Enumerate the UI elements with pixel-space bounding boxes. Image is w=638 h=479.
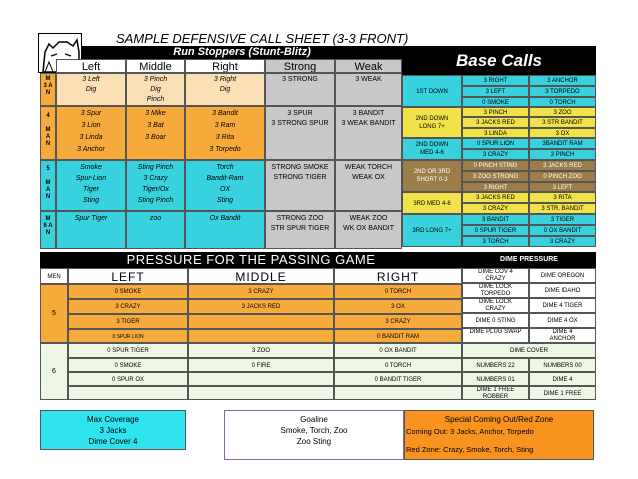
run-group-label: 5 M A N [40, 160, 56, 211]
red-zone-text: Red Zone: Crazy, Smoke, Torch, Sting [406, 445, 534, 454]
base-call: 3 STR BANDIT [529, 117, 596, 128]
sheet-title: SAMPLE DEFENSIVE CALL SHEET (3-3 FRONT) [116, 31, 409, 46]
base-call: 0 OX BANDIT [529, 225, 596, 236]
run-cell-left: 3 Spur 3 Lion 3 Linda 3 Anchor [56, 106, 126, 160]
base-call: 3 CRAZY [462, 149, 529, 160]
run-cell-middle: 3 Pinch Dig Pinch [126, 73, 185, 106]
pressure-cell: 0 SPUR LION [68, 329, 188, 343]
dime-cell: DIME OREGON [529, 268, 596, 283]
run-cell-weak: 3 WEAK [335, 73, 402, 106]
run-cell-right: Torch Bandit-Ram OX Sting [185, 160, 265, 211]
run-header-middle: Middle [126, 59, 185, 73]
goaline-box: Goaline Smoke, Torch, Zoo Zoo Sting [224, 410, 404, 460]
run-group-label: M 6 A N [40, 211, 56, 249]
run-cell-strong: 3 SPUR 3 STRONG SPUR [265, 106, 335, 160]
pressure-cell: 0 BANDIT RAM [334, 329, 462, 343]
dime-cell: DIME PLUG SWAP [462, 328, 529, 343]
dime-title: DIME PRESSURE [462, 252, 596, 268]
dime-cell: DIME 1 FREE [529, 386, 596, 400]
run-stoppers-title: Run Stoppers (Stunt-Blitz) [82, 46, 402, 59]
base-situation: 3RD MED 4-6 [402, 192, 462, 214]
run-cell-left: Smoke Spur-Lion Tiger Sting [56, 160, 126, 211]
base-call: 3 JACKS RED [529, 160, 596, 171]
base-situation: 1ST DOWN [402, 75, 462, 107]
dime-cell: NUMBERS 01 [462, 372, 529, 386]
base-call: 3 TIGER [529, 214, 596, 225]
pressure-cell: 3 TIGER [68, 314, 188, 329]
base-call: 0 SMOKE [462, 97, 529, 107]
coming-out-text: Coming Out: 3 Jacks, Anchor, Torpedo [406, 427, 534, 436]
run-group-label: 4 M A N [40, 106, 56, 160]
run-cell-right: Ox Bandit [185, 211, 265, 249]
pressure-cell: 3 OX [334, 299, 462, 314]
dime-cell: DIME LOCK CRAZY [462, 298, 529, 313]
pressure-cell: 3 CRAZY [334, 314, 462, 329]
base-call: 3BANDIT RAM [529, 138, 596, 149]
base-situation: 3RD LONG 7+ [402, 214, 462, 247]
base-call: 3 LINDA [462, 128, 529, 138]
dime-cell: DIME COV 4 CRAZY [462, 268, 529, 283]
run-cell-strong: STRONG SMOKE STRONG TIGER [265, 160, 335, 211]
run-cell-middle: Sting Pinch 3 Crazy Tiger/Ox Sting Pinch [126, 160, 185, 211]
pressure-cell: 0 BANDIT TIGER [334, 372, 462, 386]
pressure-title: PRESSURE FOR THE PASSING GAME [40, 252, 462, 268]
base-call: 3 OX [529, 128, 596, 138]
dime-cell: DIME 0 STING [462, 313, 529, 328]
base-call: 3 PINCH [529, 149, 596, 160]
base-call: 3 LEFT [462, 86, 529, 97]
dime-cell: DIME IDAHO [529, 283, 596, 298]
pressure-header-right: RIGHT [334, 268, 462, 284]
dime-cell: DIME 1 FREE ROBBER [462, 386, 529, 400]
pressure-cell [188, 386, 334, 400]
pressure-cell [334, 386, 462, 400]
pressure-cell [188, 314, 334, 329]
dime-cell: DIME 4 TIGER [529, 298, 596, 313]
base-call: 3 PINCH [462, 107, 529, 117]
run-cell-strong: 3 STRONG [265, 73, 335, 106]
base-call: 3 RIGHT [462, 182, 529, 192]
base-call: 3 CRAZY [529, 236, 596, 247]
base-call: 3 BANDIT [462, 214, 529, 225]
pressure-cell: 3 CRAZY [68, 299, 188, 314]
run-cell-strong: STRONG ZOO STR SPUR TIGER [265, 211, 335, 249]
run-cell-left: 3 Left Dig [56, 73, 126, 106]
dime-cell: DIME 4 ANCHOR [529, 328, 596, 343]
pressure-cell: 0 FIRE [188, 358, 334, 372]
special-box: Special Coming Out/Red Zone Coming Out: 3 Jacks, Anchor, Torpedo Red Zone: Crazy, Smoke, Torch, Sting [404, 410, 594, 460]
pressure-cell: 0 SMOKE [68, 358, 188, 372]
base-call: 0 PINCH ZOO [529, 171, 596, 182]
base-call: 3 ANCHOR [529, 75, 596, 86]
base-situation: 2ND DOWN LONG 7+ [402, 107, 462, 138]
run-cell-weak: 3 BANDIT 3 WEAK BANDIT [335, 106, 402, 160]
pressure-cell: 0 OX BANDIT [334, 343, 462, 358]
base-call: 0 SPUR TIGER [462, 225, 529, 236]
base-call: 3 JACKS RED [462, 192, 529, 203]
run-header-strong: Strong [265, 59, 335, 73]
pressure-cell: 0 SMOKE [68, 284, 188, 299]
base-call: 3 RITA [529, 192, 596, 203]
run-cell-weak: WEAK TORCH WEAK OX [335, 160, 402, 211]
run-cell-left: Spur Tiger [56, 211, 126, 249]
run-header-left: Left [56, 59, 126, 73]
base-call: 3 JACKS RED [462, 117, 529, 128]
base-call: 3 TORPEDO [529, 86, 596, 97]
pressure-header-left: LEFT [68, 268, 188, 284]
base-call: 0 PINCH STING [462, 160, 529, 171]
base-calls-title: Base Calls [402, 46, 596, 75]
run-cell-right: 3 Right Dig [185, 73, 265, 106]
base-call: 0 TORCH [529, 97, 596, 107]
pressure-cell [188, 372, 334, 386]
dime-cell: DIME 4 [529, 372, 596, 386]
base-call: 3 ZOO [529, 107, 596, 117]
base-situation: 2ND DOWN MED 4-6 [402, 138, 462, 160]
run-cell-weak: WEAK ZOO WK OX BANDIT [335, 211, 402, 249]
dime-cell: DIME 4 OX [529, 313, 596, 328]
pressure-men-label: 6 [40, 343, 68, 400]
pressure-cell: 3 JACKS RED [188, 299, 334, 314]
pressure-cell [68, 386, 188, 400]
base-call: 3 STR. BANDIT [529, 203, 596, 214]
run-group-label: M 3 A N [40, 73, 56, 106]
pressure-cell: 0 TORCH [334, 358, 462, 372]
run-cell-middle: zoo [126, 211, 185, 249]
dime-cell: NUMBERS 22 [462, 358, 529, 372]
base-call: 3 LEFT [529, 182, 596, 192]
run-header-weak: Weak [335, 59, 402, 73]
base-call: 3 CRAZY [462, 203, 529, 214]
base-call: 3 TORCH [462, 236, 529, 247]
pressure-cell: 0 TORCH [334, 284, 462, 299]
run-header-right: Right [185, 59, 265, 73]
coverage-box: Max Coverage 3 Jacks Dime Cover 4 [40, 410, 186, 450]
base-call: 3 ZOO STRONG [462, 171, 529, 182]
pressure-header-middle: MIDDLE [188, 268, 334, 284]
pressure-men-label: 5 [40, 284, 68, 343]
pressure-header-men: MEN [40, 268, 68, 284]
pressure-cell [188, 329, 334, 343]
base-situation: 2ND OR 3RD SHORT 0-3 [402, 160, 462, 192]
pressure-cell: 0 SPUR OX [68, 372, 188, 386]
dime-cell: NUMBERS 00 [529, 358, 596, 372]
pressure-cell: 3 CRAZY [188, 284, 334, 299]
dime-cell: DIME LOCK TORPEDO [462, 283, 529, 298]
base-call: 3 RIGHT [462, 75, 529, 86]
pressure-cell: 3 ZOO [188, 343, 334, 358]
run-cell-right: 3 Bandit 3 Ram 3 Rita 3 Torpedo [185, 106, 265, 160]
base-call: 0 SPUR LION [462, 138, 529, 149]
run-cell-middle: 3 Mike 3 Bat 3 Boar [126, 106, 185, 160]
dime-cell: DIME COVER [462, 343, 596, 358]
pressure-cell: 0 SPUR TIGER [68, 343, 188, 358]
